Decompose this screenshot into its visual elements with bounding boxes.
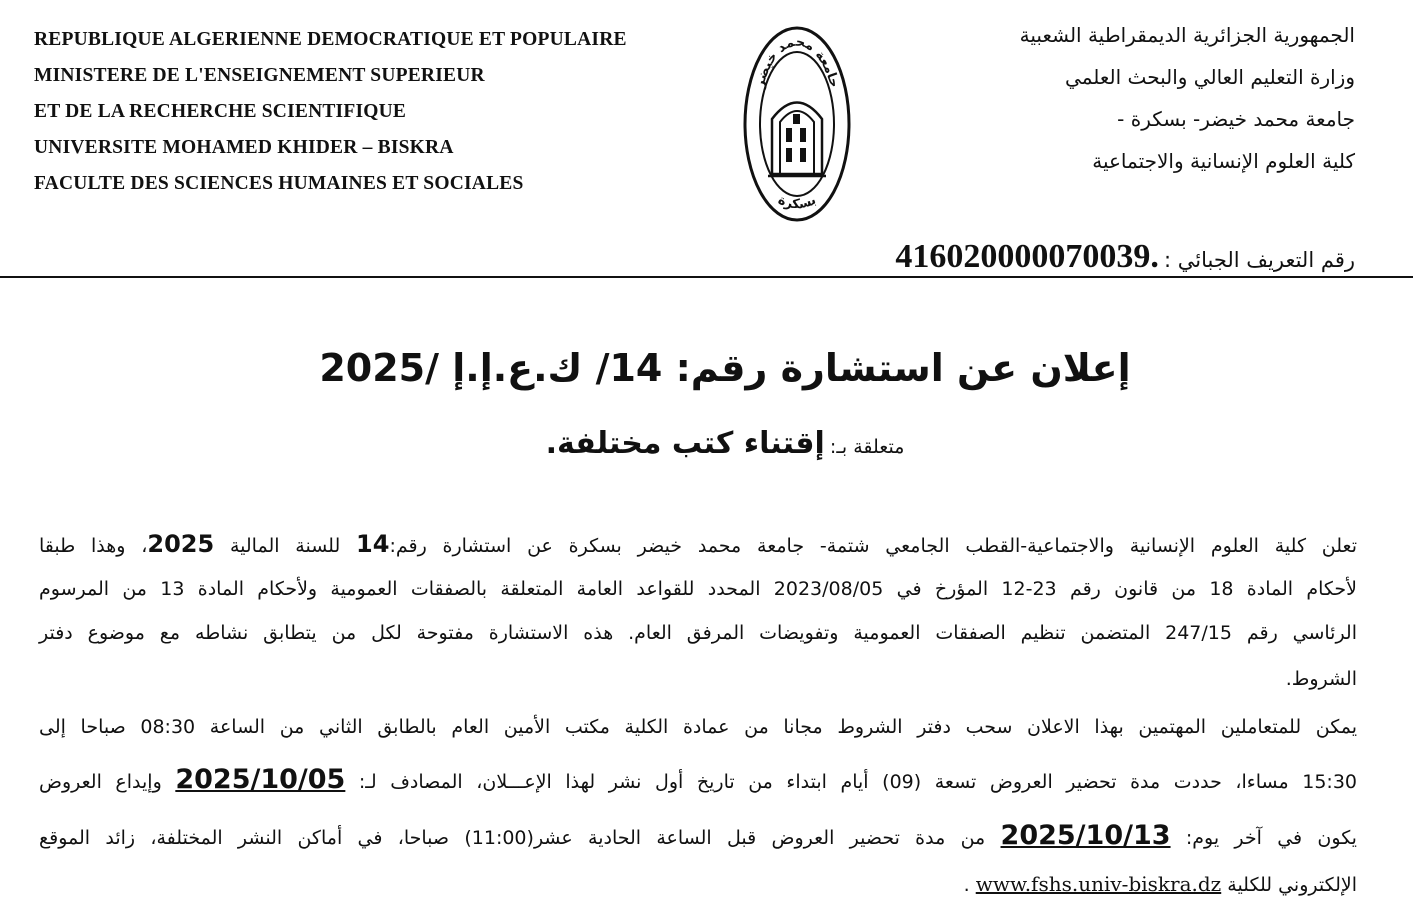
fr-header-line: ET DE LA RECHERCHE SCIENTIFIQUE [34, 101, 407, 122]
body-line: الرئاسي رقم 247/15 المتضمن تنظيم الصفقات العمومية وتفويضات المرفق العام. هذه الاستشارة مفتوحة لكل من يتطابق نشاطه مع موضوع دفتر [39, 622, 1358, 644]
header-divider [0, 276, 1413, 278]
consultation-number: 14 [356, 530, 390, 558]
french-header [34, 22, 694, 202]
fr-header-line: UNIVERSITE MOHAMED KHIDER – BISKRA [34, 137, 454, 158]
tax-id-label: رقم التعريف الجبائي : [1164, 248, 1355, 272]
body-line: 15:30 مساءا، حددت مدة تحضير العروض تسعة (09) أيام ابتداء من تاريخ أول نشر لهذا الإعـــلان، المصادف لـ: 2025/10/05 وإيداع العروض [39, 764, 1357, 795]
fiscal-year: 2025 [147, 530, 215, 558]
ar-header-line: الجمهورية الجزائرية الديمقراطية الشعبية [1019, 23, 1355, 47]
fr-header-line: REPUBLIQUE ALGERIENNE DEMOCRATIQUE ET POPULAIRE [34, 29, 627, 50]
body-line: الشروط. [1285, 668, 1357, 690]
deposit-date: 2025/10/13 [1000, 820, 1171, 851]
tax-id-line [895, 238, 1355, 276]
faculty-website-link[interactable]: www.fshs.univ-biskra.dz [975, 872, 1222, 896]
subject-value: إقتناء كتب مختلفة. [545, 426, 825, 461]
seal-top-text: جامعة محمد خيضر [752, 34, 842, 90]
body-line: تعلن كلية العلوم الإنسانية والاجتماعية-القطب الجامعي شتمة- جامعة محمد خيضر بسكرة عن استشارة رقم:14 للسنة المالية 2025، وهذا طبقا [39, 530, 1357, 558]
announcement-subject [300, 426, 1150, 461]
fr-header-line: MINISTERE DE L'ENSEIGNEMENT SUPERIEUR [34, 65, 485, 86]
body-line: لأحكام المادة 18 من قانون رقم 23-12 المؤرخ في 2023/08/05 المحدد للقواعد العامة المتعلقة بالصفقات العمومية ولأحكام المادة 13 من المرسوم [39, 578, 1357, 600]
body-line: يكون في آخر يوم: 2025/10/13 من مدة تحضير العروض قبل الساعة الحادية عشر(11:00) صباحا، في أماكن النشر المختلفة، زائد الموقع [39, 820, 1357, 851]
tax-id-value: 416020000070039. [895, 238, 1159, 275]
publication-date: 2025/10/05 [175, 764, 346, 795]
body-line: يمكن للمتعاملين المهتمين بهذا الاعلان سحب دفتر الشروط مجانا من عمادة الكلية مكتب الأمين العام بالطابق الثاني من الساعة 08:30 صباحا إلى [39, 716, 1357, 738]
ar-header-line: جامعة محمد خيضر- بسكرة - [1117, 107, 1355, 131]
ar-header-line: وزارة التعليم العالي والبحث العلمي [1065, 65, 1355, 89]
subject-lead: متعلقة بـ: [829, 436, 905, 458]
fr-header-line: FACULTE DES SCIENCES HUMAINES ET SOCIALES [34, 173, 524, 194]
ar-header-line: كلية العلوم الإنسانية والاجتماعية [1092, 149, 1355, 173]
body-line: الإلكتروني للكلية www.fshs.univ-biskra.dz . [963, 872, 1357, 896]
seal-bottom-text: بسكرة [775, 192, 819, 213]
arabic-header [835, 14, 1355, 182]
announcement-title: إعلان عن استشارة رقم: 14/ ك.ع.إ.إ /2025 [319, 346, 1131, 390]
